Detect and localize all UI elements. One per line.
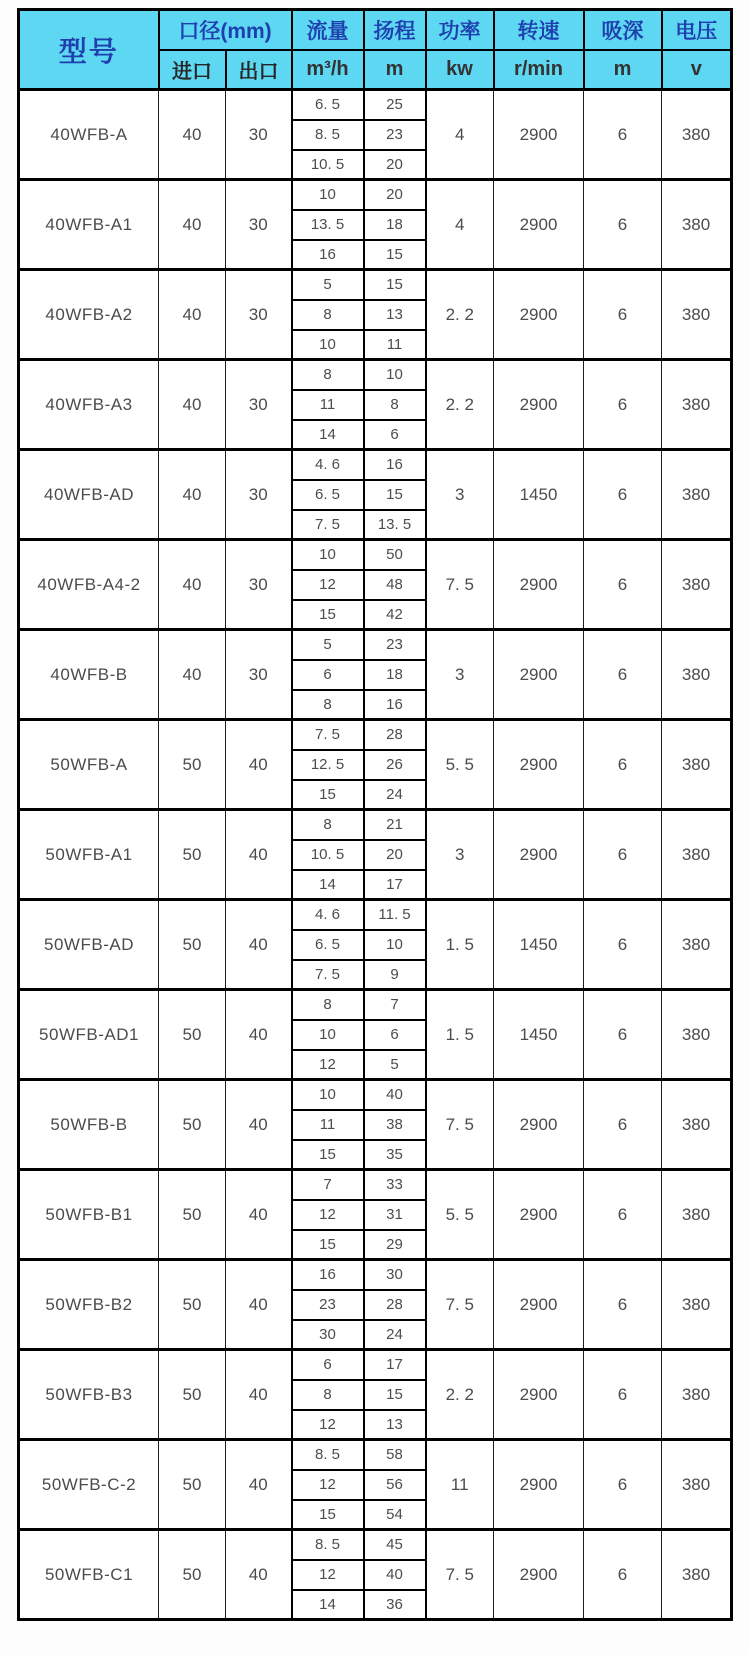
flow-cell: 12 [292,1470,364,1500]
header-suction-unit: m [584,50,662,90]
speed-cell: 2900 [494,1080,584,1170]
voltage-cell: 380 [662,630,732,720]
model-cell: 50WFB-AD [19,900,159,990]
speed-cell: 2900 [494,630,584,720]
table-row [19,1530,732,1560]
power-cell: 11 [426,1440,494,1530]
flow-cell: 14 [292,1590,364,1620]
model-cell: 50WFB-C1 [19,1530,159,1620]
head-cell: 56 [364,1470,426,1500]
head-cell: 20 [364,840,426,870]
header-flow-unit: m³/h [292,50,364,90]
outlet-cell: 40 [226,900,292,990]
speed-cell: 2900 [494,810,584,900]
flow-cell: 10 [292,330,364,360]
head-cell: 15 [364,1380,426,1410]
head-cell: 6 [364,420,426,450]
table-row [19,360,732,390]
flow-cell: 15 [292,1140,364,1170]
table-row [19,990,732,1020]
power-cell: 7. 5 [426,1530,494,1620]
power-cell: 3 [426,630,494,720]
flow-cell: 8 [292,810,364,840]
outlet-cell: 40 [226,1440,292,1530]
outlet-cell: 40 [226,1170,292,1260]
flow-cell: 30 [292,1320,364,1350]
flow-cell: 12 [292,1200,364,1230]
outlet-cell: 30 [226,360,292,450]
head-cell: 25 [364,90,426,120]
flow-cell: 10 [292,180,364,210]
model-cell: 40WFB-A4-2 [19,540,159,630]
flow-cell: 4. 6 [292,900,364,930]
flow-cell: 10 [292,1020,364,1050]
voltage-cell: 380 [662,1440,732,1530]
flow-cell: 10 [292,1080,364,1110]
head-cell: 15 [364,270,426,300]
model-cell: 50WFB-B [19,1080,159,1170]
head-cell: 13. 5 [364,510,426,540]
suction-cell: 6 [584,270,662,360]
head-cell: 5 [364,1050,426,1080]
inlet-cell: 50 [159,1080,226,1170]
suction-cell: 6 [584,810,662,900]
head-cell: 24 [364,780,426,810]
flow-cell: 6. 5 [292,930,364,960]
voltage-cell: 380 [662,810,732,900]
flow-cell: 7. 5 [292,960,364,990]
speed-cell: 2900 [494,540,584,630]
suction-cell: 6 [584,360,662,450]
voltage-cell: 380 [662,90,732,180]
flow-cell: 12. 5 [292,750,364,780]
head-cell: 18 [364,210,426,240]
inlet-cell: 40 [159,540,226,630]
head-cell: 33 [364,1170,426,1200]
header-diameter: 口径(mm) [159,10,292,50]
outlet-cell: 30 [226,450,292,540]
head-cell: 10 [364,930,426,960]
table-row [19,1350,732,1380]
head-cell: 36 [364,1590,426,1620]
table-row [19,180,732,210]
outlet-cell: 40 [226,720,292,810]
inlet-cell: 40 [159,180,226,270]
suction-cell: 6 [584,1080,662,1170]
flow-cell: 7. 5 [292,510,364,540]
model-cell: 40WFB-B [19,630,159,720]
head-cell: 9 [364,960,426,990]
table-row [19,1440,732,1470]
pump-spec-table [17,8,733,1621]
head-cell: 6 [364,1020,426,1050]
flow-cell: 6 [292,1350,364,1380]
header-outlet: 出口 [226,50,292,90]
table-header [19,10,732,90]
table-row [19,270,732,300]
outlet-cell: 30 [226,540,292,630]
header-voltage: 电压 [662,10,732,50]
head-cell: 23 [364,120,426,150]
flow-cell: 6. 5 [292,480,364,510]
head-cell: 29 [364,1230,426,1260]
suction-cell: 6 [584,1530,662,1620]
power-cell: 2. 2 [426,1350,494,1440]
head-cell: 40 [364,1080,426,1110]
head-cell: 20 [364,150,426,180]
table-row [19,90,732,120]
speed-cell: 2900 [494,360,584,450]
voltage-cell: 380 [662,270,732,360]
flow-cell: 15 [292,600,364,630]
outlet-cell: 30 [226,630,292,720]
voltage-cell: 380 [662,360,732,450]
flow-cell: 5 [292,630,364,660]
flow-cell: 5 [292,270,364,300]
header-model: 型号 [19,10,159,90]
speed-cell: 2900 [494,1260,584,1350]
header-flow: 流量 [292,10,364,50]
suction-cell: 6 [584,180,662,270]
header-suction: 吸深 [584,10,662,50]
header-speed: 转速 [494,10,584,50]
speed-cell: 1450 [494,900,584,990]
head-cell: 15 [364,480,426,510]
head-cell: 20 [364,180,426,210]
flow-cell: 16 [292,240,364,270]
outlet-cell: 40 [226,1260,292,1350]
speed-cell: 2900 [494,1170,584,1260]
inlet-cell: 50 [159,1530,226,1620]
head-cell: 17 [364,870,426,900]
model-cell: 40WFB-A [19,90,159,180]
inlet-cell: 50 [159,810,226,900]
table-row [19,720,732,750]
flow-cell: 10. 5 [292,840,364,870]
speed-cell: 1450 [494,990,584,1080]
model-cell: 50WFB-B2 [19,1260,159,1350]
header-speed-unit: r/min [494,50,584,90]
head-cell: 21 [364,810,426,840]
outlet-cell: 30 [226,270,292,360]
voltage-cell: 380 [662,1530,732,1620]
head-cell: 45 [364,1530,426,1560]
suction-cell: 6 [584,990,662,1080]
power-cell: 7. 5 [426,1260,494,1350]
head-cell: 18 [364,660,426,690]
flow-cell: 11 [292,390,364,420]
flow-cell: 15 [292,780,364,810]
head-cell: 23 [364,630,426,660]
power-cell: 3 [426,450,494,540]
table-row [19,1170,732,1200]
head-cell: 8 [364,390,426,420]
voltage-cell: 380 [662,450,732,540]
inlet-cell: 40 [159,90,226,180]
table-row [19,1260,732,1290]
table-row [19,900,732,930]
head-cell: 54 [364,1500,426,1530]
head-cell: 50 [364,540,426,570]
flow-cell: 8. 5 [292,120,364,150]
outlet-cell: 40 [226,1530,292,1620]
flow-cell: 14 [292,870,364,900]
inlet-cell: 50 [159,900,226,990]
inlet-cell: 50 [159,990,226,1080]
flow-cell: 12 [292,570,364,600]
head-cell: 16 [364,450,426,480]
model-cell: 50WFB-C-2 [19,1440,159,1530]
header-power-unit: kw [426,50,494,90]
model-cell: 50WFB-A1 [19,810,159,900]
flow-cell: 15 [292,1230,364,1260]
inlet-cell: 50 [159,1350,226,1440]
power-cell: 1. 5 [426,900,494,990]
model-cell: 40WFB-A3 [19,360,159,450]
flow-cell: 8 [292,1380,364,1410]
head-cell: 28 [364,720,426,750]
flow-cell: 11 [292,1110,364,1140]
header-row-1 [19,10,732,50]
voltage-cell: 380 [662,1080,732,1170]
table-row [19,810,732,840]
model-cell: 40WFB-A2 [19,270,159,360]
speed-cell: 2900 [494,180,584,270]
power-cell: 5. 5 [426,1170,494,1260]
head-cell: 24 [364,1320,426,1350]
head-cell: 10 [364,360,426,390]
inlet-cell: 50 [159,1260,226,1350]
voltage-cell: 380 [662,1260,732,1350]
speed-cell: 2900 [494,270,584,360]
suction-cell: 6 [584,1260,662,1350]
flow-cell: 8. 5 [292,1530,364,1560]
flow-cell: 8 [292,990,364,1020]
header-inlet: 进口 [159,50,226,90]
head-cell: 7 [364,990,426,1020]
flow-cell: 8 [292,690,364,720]
header-voltage-unit: v [662,50,732,90]
flow-cell: 13. 5 [292,210,364,240]
voltage-cell: 380 [662,720,732,810]
flow-cell: 15 [292,1500,364,1530]
outlet-cell: 40 [226,1350,292,1440]
voltage-cell: 380 [662,990,732,1080]
head-cell: 48 [364,570,426,600]
suction-cell: 6 [584,630,662,720]
power-cell: 7. 5 [426,1080,494,1170]
flow-cell: 16 [292,1260,364,1290]
power-cell: 2. 2 [426,270,494,360]
flow-cell: 4. 6 [292,450,364,480]
model-cell: 40WFB-AD [19,450,159,540]
flow-cell: 6. 5 [292,90,364,120]
inlet-cell: 50 [159,1440,226,1530]
voltage-cell: 380 [662,900,732,990]
power-cell: 3 [426,810,494,900]
voltage-cell: 380 [662,180,732,270]
power-cell: 2. 2 [426,360,494,450]
power-cell: 1. 5 [426,990,494,1080]
table-row [19,630,732,660]
outlet-cell: 40 [226,810,292,900]
inlet-cell: 50 [159,1170,226,1260]
flow-cell: 10 [292,540,364,570]
inlet-cell: 50 [159,720,226,810]
head-cell: 11. 5 [364,900,426,930]
suction-cell: 6 [584,720,662,810]
suction-cell: 6 [584,90,662,180]
voltage-cell: 380 [662,1170,732,1260]
outlet-cell: 30 [226,90,292,180]
head-cell: 38 [364,1110,426,1140]
table-row [19,450,732,480]
speed-cell: 2900 [494,90,584,180]
head-cell: 16 [364,690,426,720]
flow-cell: 23 [292,1290,364,1320]
suction-cell: 6 [584,1440,662,1530]
suction-cell: 6 [584,1350,662,1440]
table-row [19,540,732,570]
outlet-cell: 40 [226,1080,292,1170]
head-cell: 30 [364,1260,426,1290]
head-cell: 13 [364,1410,426,1440]
header-head: 扬程 [364,10,426,50]
head-cell: 58 [364,1440,426,1470]
model-cell: 50WFB-B3 [19,1350,159,1440]
flow-cell: 12 [292,1050,364,1080]
model-cell: 50WFB-AD1 [19,990,159,1080]
outlet-cell: 30 [226,180,292,270]
head-cell: 26 [364,750,426,780]
table-row [19,1080,732,1110]
table-body [19,90,732,1620]
model-cell: 50WFB-B1 [19,1170,159,1260]
speed-cell: 2900 [494,1530,584,1620]
head-cell: 31 [364,1200,426,1230]
head-cell: 40 [364,1560,426,1590]
suction-cell: 6 [584,540,662,630]
flow-cell: 10. 5 [292,150,364,180]
head-cell: 28 [364,1290,426,1320]
header-head-unit: m [364,50,426,90]
inlet-cell: 40 [159,270,226,360]
head-cell: 42 [364,600,426,630]
speed-cell: 1450 [494,450,584,540]
inlet-cell: 40 [159,360,226,450]
flow-cell: 12 [292,1410,364,1440]
suction-cell: 6 [584,1170,662,1260]
head-cell: 35 [364,1140,426,1170]
suction-cell: 6 [584,900,662,990]
power-cell: 7. 5 [426,540,494,630]
flow-cell: 8. 5 [292,1440,364,1470]
inlet-cell: 40 [159,450,226,540]
flow-cell: 6 [292,660,364,690]
flow-cell: 14 [292,420,364,450]
model-cell: 40WFB-A1 [19,180,159,270]
inlet-cell: 40 [159,630,226,720]
speed-cell: 2900 [494,720,584,810]
suction-cell: 6 [584,450,662,540]
head-cell: 11 [364,330,426,360]
flow-cell: 8 [292,300,364,330]
flow-cell: 7 [292,1170,364,1200]
head-cell: 17 [364,1350,426,1380]
head-cell: 13 [364,300,426,330]
voltage-cell: 380 [662,1350,732,1440]
flow-cell: 8 [292,360,364,390]
model-cell: 50WFB-A [19,720,159,810]
power-cell: 4 [426,90,494,180]
outlet-cell: 40 [226,990,292,1080]
power-cell: 4 [426,180,494,270]
flow-cell: 12 [292,1560,364,1590]
flow-cell: 7. 5 [292,720,364,750]
speed-cell: 2900 [494,1440,584,1530]
voltage-cell: 380 [662,540,732,630]
speed-cell: 2900 [494,1350,584,1440]
power-cell: 5. 5 [426,720,494,810]
head-cell: 15 [364,240,426,270]
header-power: 功率 [426,10,494,50]
